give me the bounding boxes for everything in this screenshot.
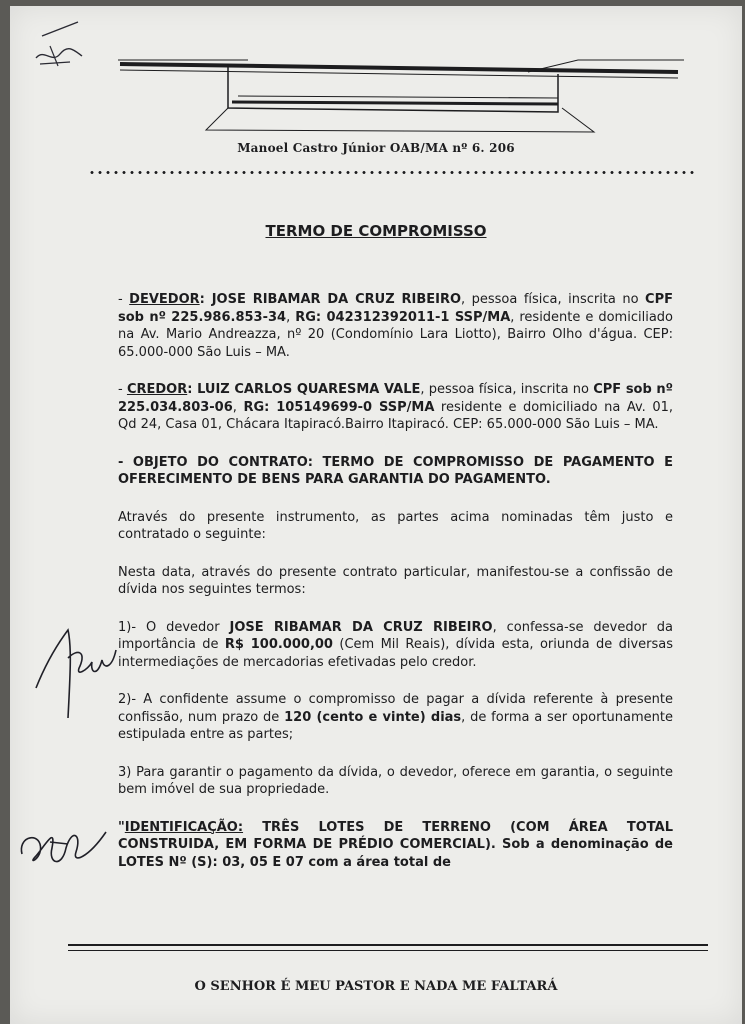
corner-scribble xyxy=(30,18,90,78)
clause-3: 3) Para garantir o pagamento da dívida, o devedor, oferece em garantia, o seguinte bem imóvel de sua propriedade. xyxy=(118,764,673,797)
objeto-paragraph: - OBJETO DO CONTRATO: TERMO DE COMPROMISSO DE PAGAMENTO E OFERECIMENTO DE BENS PARA GARANTIA DO PAGAMENTO. xyxy=(118,454,673,487)
credor-label: CREDOR xyxy=(126,382,188,397)
handwritten-initials-2 xyxy=(16,818,116,878)
credor-paragraph: - CREDOR: LUIZ CARLOS QUARESMA VALE, pessoa física, inscrita no CPF sob nº 225.034.803-06, RG: 105149699-0 SSP/MA residente e domiciliado na Av. 01, Qd 24, Casa 01, Chácara Itapiracó.Bairro Itapiracó. CEP: 65.000-000 São Luis – MA. xyxy=(118,382,674,432)
credor-name: LUIZ CARLOS QUARESMA VALE xyxy=(197,382,421,397)
footer-rule xyxy=(68,944,708,946)
handwritten-initials-1 xyxy=(28,618,128,728)
devedor-cpf: CPF sob nº 225.986.853-34 xyxy=(118,292,673,325)
document-body xyxy=(118,291,673,891)
debt-amount: R$ 100.000,00 xyxy=(224,637,333,652)
devedor-name: JOSE RIBAMAR DA CRUZ RIBEIRO xyxy=(211,292,462,307)
clause-2: 2)- A confidente assume o compromisso de pagar a dívida referente à presente confissão, num prazo de 120 (cento e vinte) dias, de forma a ser oportunamente estipulada entre as partes; xyxy=(118,692,673,742)
document-page xyxy=(10,6,742,1024)
lawyer-credentials: Manoel Castro Júnior OAB/MA nº 6. 206 xyxy=(237,141,515,155)
credor-cpf: CPF sob nº 225.034.803-06 xyxy=(118,382,674,415)
intro-paragraph: Através do presente instrumento, as partes acima nominadas têm justo e contratado o seguinte: xyxy=(118,509,673,542)
clause-1: 1)- O devedor JOSE RIBAMAR DA CRUZ RIBEIRO, confessa-se devedor da importância de R$ 100.000,00 (Cem Mil Reais), dívida esta, oriunda de diversas intermediações de mercadorias efetivadas pelo credor. xyxy=(118,619,674,670)
footer-motto: O SENHOR É MEU PASTOR E NADA ME FALTARÁ xyxy=(194,979,558,994)
confissao-paragraph: Nesta data, através do presente contrato particular, manifestou-se a confissão de dívida nos seguintes termos: xyxy=(118,564,673,597)
letterhead-emblem xyxy=(118,46,688,141)
document-title: TERMO DE COMPROMISSO xyxy=(265,222,487,240)
identificacao-label: IDENTIFICAÇÃO: xyxy=(124,819,244,835)
devedor-label: DEVEDOR xyxy=(129,292,200,307)
dotted-divider xyxy=(88,170,698,175)
identificacao-paragraph: "IDENTIFICAÇÃO: TRÊS LOTES DE TERRENO (COM ÁREA TOTAL CONSTRUIDA, EM FORMA DE PRÉDIO COMERCIAL). Sob a denominação de LOTES Nº (S): 03, 05 E 07 com a área total de xyxy=(118,819,673,870)
credor-rg: RG: 105149699-0 SSP/MA xyxy=(243,399,435,415)
footer-rule-thin xyxy=(68,950,708,951)
payment-term: 120 (cento e vinte) dias xyxy=(284,709,462,725)
devedor-paragraph: - DEVEDOR: JOSE RIBAMAR DA CRUZ RIBEIRO, pessoa física, inscrita no CPF sob nº 225.986.853-34, RG: 042312392011-1 SSP/MA, residente e domiciliado na Av. Mario Andreazza, nº 20 (Condomínio Lara Liotto), Bairro Olho d'água. CEP: 65.000-000 São Luis – MA. xyxy=(118,292,673,360)
devedor-rg: RG: 042312392011-1 SSP/MA xyxy=(295,309,511,325)
